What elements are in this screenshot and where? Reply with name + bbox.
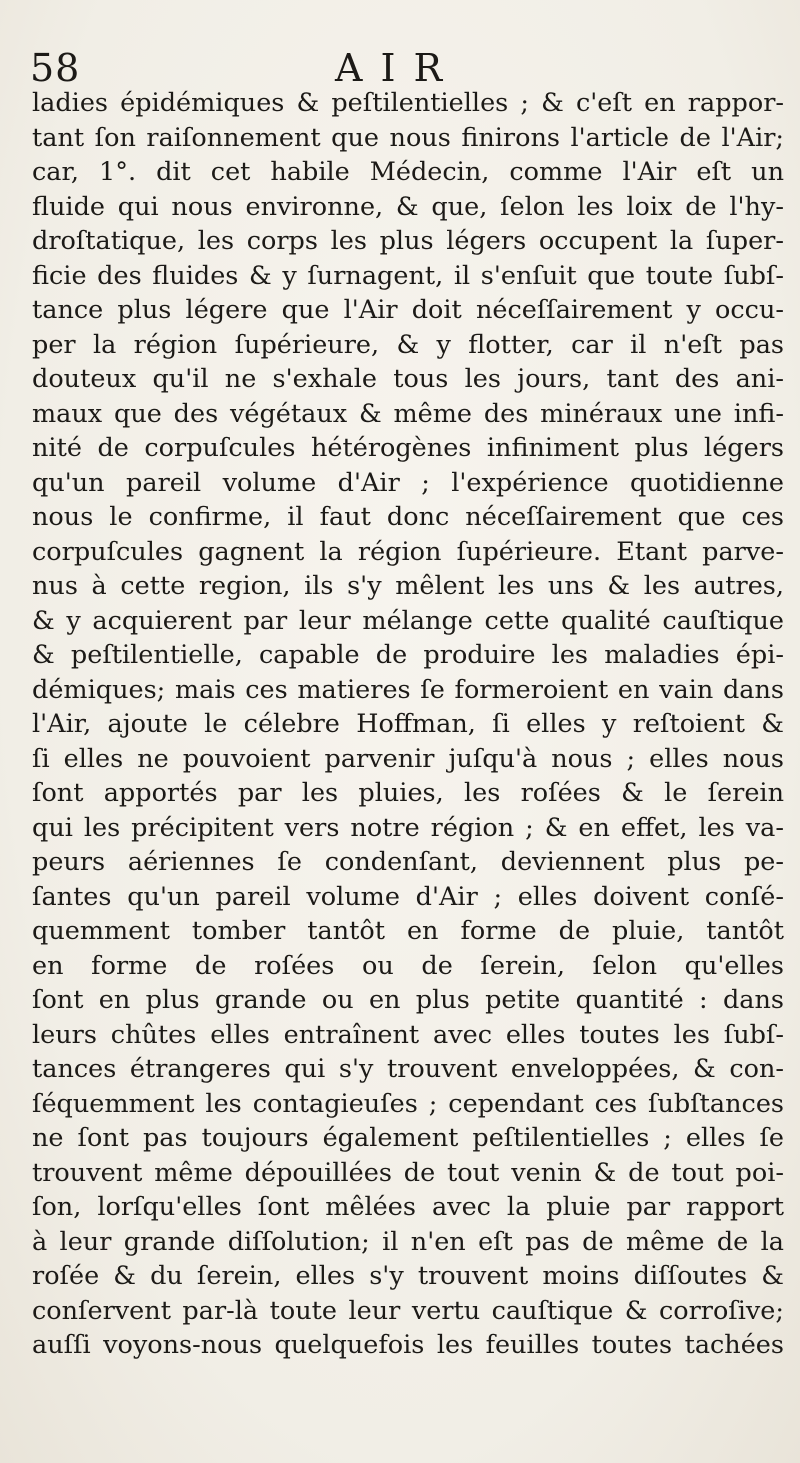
text-line: per la région ſupérieure, & y flotter, car il n'eſt pas	[32, 329, 784, 360]
text-line: ne ſont pas toujours également peſtilentielles ; elles ſe	[32, 1123, 784, 1153]
text-line: ſont apportés par les pluies, les roſées & le ſerein	[32, 778, 784, 808]
text-line: ladies épidémiques & peſtilentielles ; & c'eſt en rappor-	[32, 88, 784, 118]
text-line: nité de corpuſcules hétérogènes infiniment plus légers	[32, 433, 784, 463]
text-line: droſtatique, les corps les plus légers occupent la ſuper-	[32, 226, 784, 256]
text-line: ſont en plus grande ou en plus petite quantité : dans	[32, 985, 784, 1015]
text-line: ſéquemment les contagieuſes ; cependant ces ſubſtances	[32, 1088, 784, 1119]
text-line: & y acquierent par leur mélange cette qualité cauſtique	[32, 605, 784, 636]
text-line: nus à cette region, ils s'y mêlent les uns & les autres,	[32, 571, 784, 601]
text-line: douteux qu'il ne s'exhale tous les jours, tant des ani-	[32, 364, 784, 394]
text-line: corpuſcules gagnent la région ſupérieure. Etant parve-	[32, 536, 784, 567]
text-line: peurs aériennes ſe condenſant, deviennent plus pe-	[32, 847, 784, 877]
text-line: tance plus légere que l'Air doit néceſſairement y occu-	[32, 295, 784, 325]
text-line: ſi elles ne pouvoient parvenir juſqu'à nous ; elles nous	[32, 743, 784, 774]
text-line: nous le confirme, il faut donc néceſſairement que ces	[32, 502, 784, 532]
text-line: car, 1°. dit cet habile Médecin, comme l'Air eſt un	[32, 157, 784, 187]
text-line: & peſtilentielle, capable de produire les maladies épi-	[32, 640, 784, 670]
text-line: qu'un pareil volume d'Air ; l'expérience quotidienne	[32, 467, 784, 498]
text-line: ſantes qu'un pareil volume d'Air ; elles doivent conſé-	[32, 881, 784, 912]
body-text	[32, 86, 784, 1363]
text-line: quemment tomber tantôt en forme de pluie, tantôt	[32, 916, 784, 946]
text-line: tant ſon raiſonnement que nous finirons l'article de l'Air;	[32, 122, 784, 153]
text-line: fluide qui nous environne, & que, ſelon les loix de l'hy-	[32, 191, 784, 222]
text-line: qui les précipitent vers notre région ; & en effet, les va-	[32, 812, 784, 843]
text-line: leurs chûtes elles entraînent avec elles toutes les ſubſ-	[32, 1019, 784, 1050]
text-line: roſée & du ſerein, elles s'y trouvent moins diſſoutes &	[32, 1261, 784, 1291]
text-line: à leur grande diſſolution; il n'en eſt pas de même de la	[32, 1226, 784, 1257]
text-line: conſervent par-là toute leur vertu cauſtique & corroſive;	[32, 1295, 784, 1326]
text-line: ſon, lorſqu'elles ſont mêlées avec la pluie par rapport	[32, 1192, 784, 1222]
text-line: en forme de roſées ou de ſerein, ſelon qu'elles	[32, 950, 784, 981]
page-number: 58	[30, 46, 81, 90]
text-line: l'Air, ajoute le célebre Hoffman, ſi elles y reſtoient &	[32, 709, 784, 739]
text-line: ficie des fluides & y ſurnagent, il s'enſuit que toute ſubſ-	[32, 260, 784, 291]
text-line: auſſi voyons-nous quelquefois les feuilles toutes tachées	[32, 1330, 784, 1360]
text-line: maux que des végétaux & même des minéraux une infi-	[32, 398, 784, 429]
text-line: trouvent même dépouillées de tout venin & de tout poi-	[32, 1157, 784, 1188]
text-line: tances étrangeres qui s'y trouvent enveloppées, & con-	[32, 1054, 784, 1084]
running-head: AIR	[335, 46, 461, 90]
text-line: démiques; mais ces matieres ſe formeroient en vain dans	[32, 674, 784, 705]
